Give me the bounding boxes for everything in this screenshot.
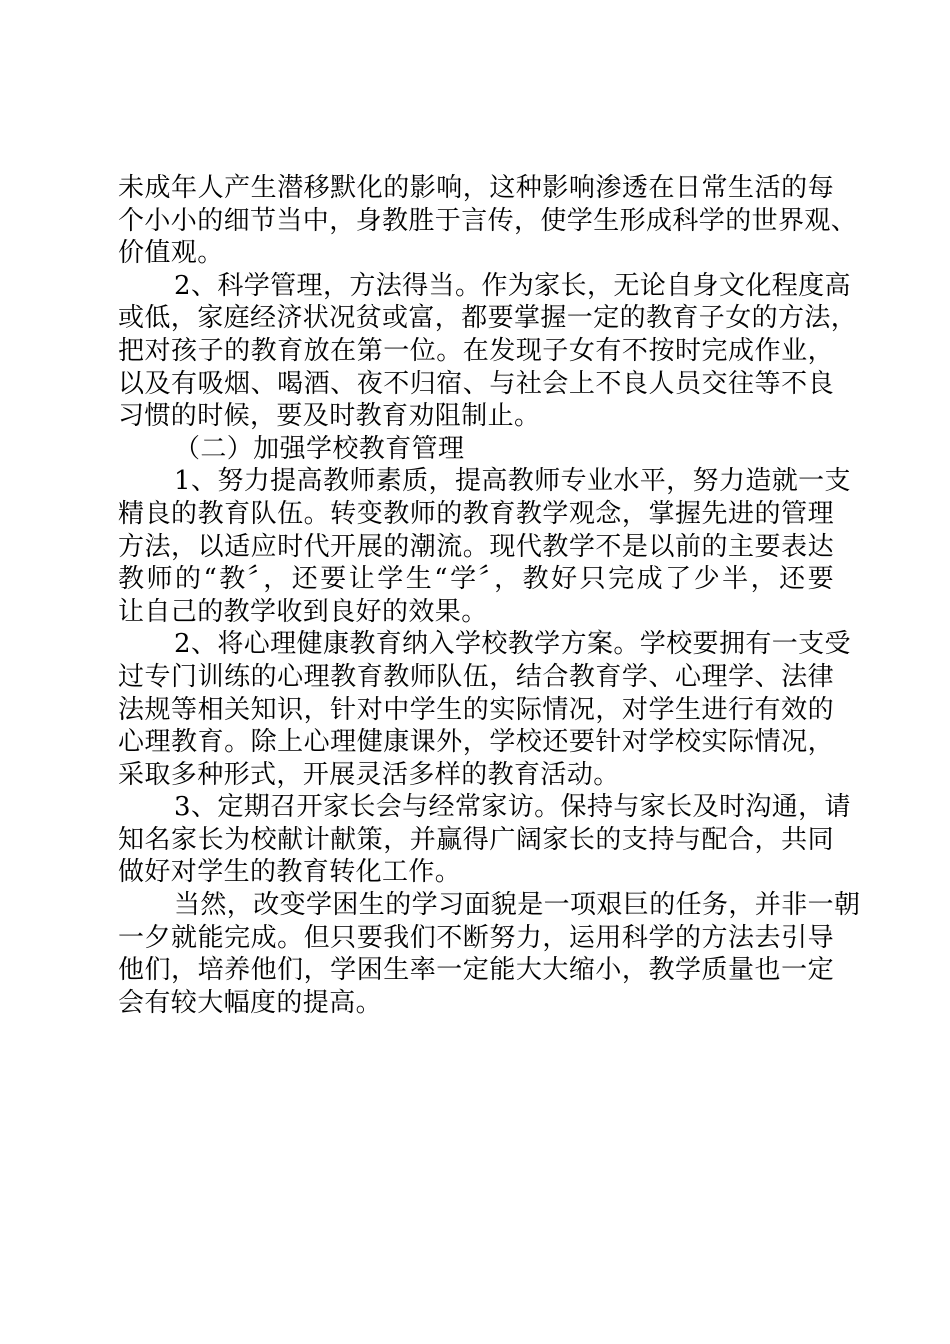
text-line: 以及有吸烟、喝酒、夜不归宿、与社会上不良人员交往等不良 <box>118 368 834 399</box>
text-line: 让自己的教学收到良好的效果。 <box>118 596 488 627</box>
text-line: 把对孩子的教育放在第一位。在发现子女有不按时完成作业， <box>118 335 834 366</box>
text-line: 采取多种形式，开展灵活多样的教育活动。 <box>118 759 620 790</box>
text-line: 会有较大幅度的提高。 <box>118 987 383 1018</box>
body-text <box>118 172 861 1019</box>
text-line: 做好对学生的教育转化工作。 <box>118 857 462 888</box>
text-line: 过专门训练的心理教育教师队伍，结合教育学、心理学、法律 <box>118 661 834 692</box>
section-heading: （二）加强学校教育管理 <box>174 433 465 464</box>
text-line: 习惯的时候，要及时教育劝阻制止。 <box>118 401 541 432</box>
text-line: 精良的教育队伍。转变教师的教育教学观念，掌握先进的管理 <box>118 498 834 529</box>
text-line: 心理教育。除上心理健康课外，学校还要针对学校实际情况， <box>118 727 834 758</box>
text-line: 法规等相关知识，针对中学生的实际情况，对学生进行有效的 <box>118 694 834 725</box>
text-line: 知名家长为校献计献策，并赢得广阔家长的支持与配合，共同 <box>118 824 834 855</box>
text-line: 价值观。 <box>118 238 224 269</box>
text-line: 或低，家庭经济状况贫或富，都要掌握一定的教育子女的方法， <box>118 303 858 334</box>
text-line: 2、将心理健康教育纳入学校教学方案。学校要拥有一支受 <box>174 629 851 660</box>
text-line: 3、定期召开家长会与经常家访。保持与家长及时沟通，请 <box>174 792 851 823</box>
text-line: 1、努力提高教师素质，提高教师专业水平，努力造就一支 <box>174 466 851 497</box>
text-line: 他们，培养他们，学困生率一定能大大缩小，教学质量也一定 <box>118 955 834 986</box>
text-line: 未成年人产生潜移默化的影响，这种影响渗透在日常生活的每 <box>118 173 834 203</box>
text-line: 当然，改变学困生的学习面貌是一项艰巨的任务，并非一朝 <box>174 890 861 921</box>
text-line: 个小小的细节当中，身教胜于言传，使学生形成科学的世界观、 <box>118 205 858 236</box>
text-line: 一夕就能完成。但只要我们不断努力，运用科学的方法去引导 <box>118 922 834 953</box>
text-line: 2、科学管理，方法得当。作为家长，无论自身文化程度高 <box>174 270 851 301</box>
text-line: 教师的“教〞，还要让学生“学〞，教好只完成了少半，还要 <box>118 564 834 595</box>
text-line: 方法，以适应时代开展的潮流。现代教学不是以前的主要表达 <box>118 531 834 562</box>
